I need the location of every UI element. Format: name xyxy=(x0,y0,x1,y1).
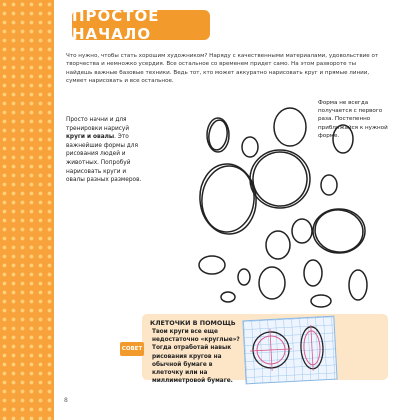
intro-paragraph: Что нужно, чтобы стать хорошим художником? Наряду с качественными материалами, удовольствие от творчества и немножко усердия. Все остальное со временем придет само. На этом развороте ты найдешь важные базовые техники. Ведь тот, кто может аккуратно нарисовать круг и прямые линии, сумеет нарисовать и все остальное. xyxy=(66,53,379,85)
tip-text: Твои круги все еще недостаточно «круглые»? Тогда отработай навык рисования кругов на обычной бумаге в клеточку или на миллиметровой бумаге. xyxy=(152,329,240,385)
left-note-before: Просто начни и для тренировки нарисуй xyxy=(66,117,130,132)
page-title: ПРОСТОЕ НАЧАЛО xyxy=(72,7,160,43)
title-banner xyxy=(72,7,210,43)
page-number: 8 xyxy=(64,397,68,404)
tip-badge: СОВЕТ xyxy=(120,342,144,356)
polka-dot-strip xyxy=(0,0,54,420)
left-note-bold: круги и овалы xyxy=(66,134,115,141)
left-note-after: . Это важнейшие формы для рисования людей и животных. Попробуй нарисовать круги и овалы разных размеров. xyxy=(66,134,142,184)
right-note: Форма не всегда получается с первого раза. Постепенно приближайся к нужной форме. xyxy=(318,100,388,139)
grid-drawing xyxy=(244,318,334,380)
tip-title: КЛЕТОЧКИ В ПОМОЩЬ xyxy=(150,319,236,327)
